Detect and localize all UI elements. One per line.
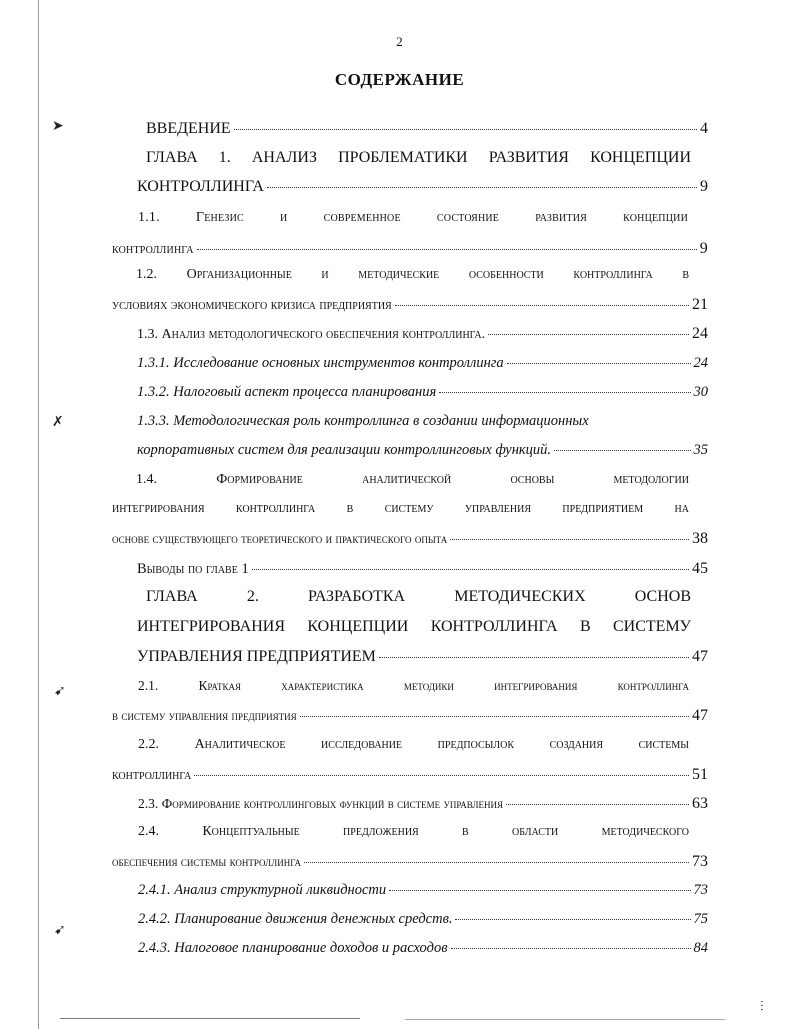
margin-mark-icon: ✗ xyxy=(52,415,64,430)
toc-section-2-2[interactable]: контроллинга 51 xyxy=(112,766,708,783)
toc-section-2-1[interactable]: в систему управления предприятия 47 xyxy=(112,707,708,724)
toc-chapter-1-line1[interactable]: ГЛАВА 1. АНАЛИЗ ПРОБЛЕМАТИКИ РАЗВИТИЯ КОНЦЕПЦИИ xyxy=(146,149,691,166)
toc-subsection-2-4-3[interactable]: 2.4.3. Налоговое планирование доходов и расходов 84 xyxy=(138,940,708,956)
toc-section-2-4[interactable]: обеспечения системы контроллинга 73 xyxy=(112,853,708,870)
scan-bottom-line xyxy=(60,1018,360,1019)
toc-section-1-4[interactable]: основе существующего теоретического и практического опыта 38 xyxy=(112,530,708,547)
toc-subsection-1-3-3[interactable]: корпоративных систем для реализации контроллинговых функций. 35 xyxy=(137,442,708,458)
toc-subsection-1-3-1[interactable]: 1.3.1. Исследование основных инструментов контроллинга 24 xyxy=(137,355,708,371)
toc-section-1-2[interactable]: условиях экономического кризиса предприятия 21 xyxy=(112,296,708,313)
toc-subsection-2-4-1[interactable]: 2.4.1. Анализ структурной ликвидности 73 xyxy=(138,882,708,898)
margin-mark-icon: ➹ xyxy=(54,684,66,699)
margin-mark-icon: ➹ xyxy=(54,923,66,938)
toc-section-2-3[interactable]: 2.3. Формирование контроллинговых функций в системе управления 63 xyxy=(138,795,708,812)
toc-chapter-2-line1[interactable]: ГЛАВА 2. РАЗРАБОТКА МЕТОДИЧЕСКИХ ОСНОВ xyxy=(146,588,691,605)
toc-section-2-2-line1[interactable]: 2.2. Аналитическое исследование предпосылок создания системы xyxy=(138,737,689,752)
toc-section-1-4-line1[interactable]: 1.4. Формирование аналитической основы методологии xyxy=(136,472,689,487)
toc-chapter-2-line2[interactable]: ИНТЕГРИРОВАНИЯ КОНЦЕПЦИИ КОНТРОЛЛИНГА В СИСТЕМУ xyxy=(137,618,691,635)
page-number: 2 xyxy=(396,34,403,49)
toc-section-1-1-line1[interactable]: 1.1. Генезис и современное состояние развития концепции xyxy=(138,210,688,225)
margin-mark-icon: ⫶ xyxy=(760,1000,764,1015)
toc-section-1-4-line2[interactable]: интегрирования контроллинга в систему управления предприятием на xyxy=(112,501,689,516)
scan-bottom-line-2 xyxy=(405,1019,725,1020)
toc-section-2-4-line1[interactable]: 2.4. Концептуальные предложения в области методического xyxy=(138,824,689,839)
toc-subsection-1-3-2[interactable]: 1.3.2. Налоговый аспект процесса планирования 30 xyxy=(137,384,708,400)
scan-edge-line xyxy=(38,0,39,1029)
page-title: СОДЕРЖАНИЕ xyxy=(334,70,465,89)
toc-chapter-1[interactable]: КОНТРОЛЛИНГА 9 xyxy=(137,178,708,195)
toc-entry-intro[interactable]: ВВЕДЕНИЕ 4 xyxy=(146,120,708,137)
toc-subsection-1-3-3-line1[interactable]: 1.3.3. Методологическая роль контроллинга в создании информационных xyxy=(137,413,589,429)
toc-section-1-1[interactable]: контроллинга 9 xyxy=(112,240,708,257)
toc-section-1-3[interactable]: 1.3. Анализ методологического обеспечения контроллинга. 24 xyxy=(137,325,708,342)
toc-subsection-2-4-2[interactable]: 2.4.2. Планирование движения денежных средств. 75 xyxy=(138,911,708,927)
toc-section-2-1-line1[interactable]: 2.1. Краткая характеристика методики интегрирования контроллинга xyxy=(138,678,689,693)
toc-chapter-1-conclusions[interactable]: Выводы по главе 1 45 xyxy=(137,560,708,577)
toc-chapter-2[interactable]: УПРАВЛЕНИЯ ПРЕДПРИЯТИЕМ 47 xyxy=(137,648,708,665)
toc-section-1-2-line1[interactable]: 1.2. Организационные и методические особенности контроллинга в xyxy=(136,267,689,282)
margin-mark-icon: ➤ xyxy=(52,119,64,134)
